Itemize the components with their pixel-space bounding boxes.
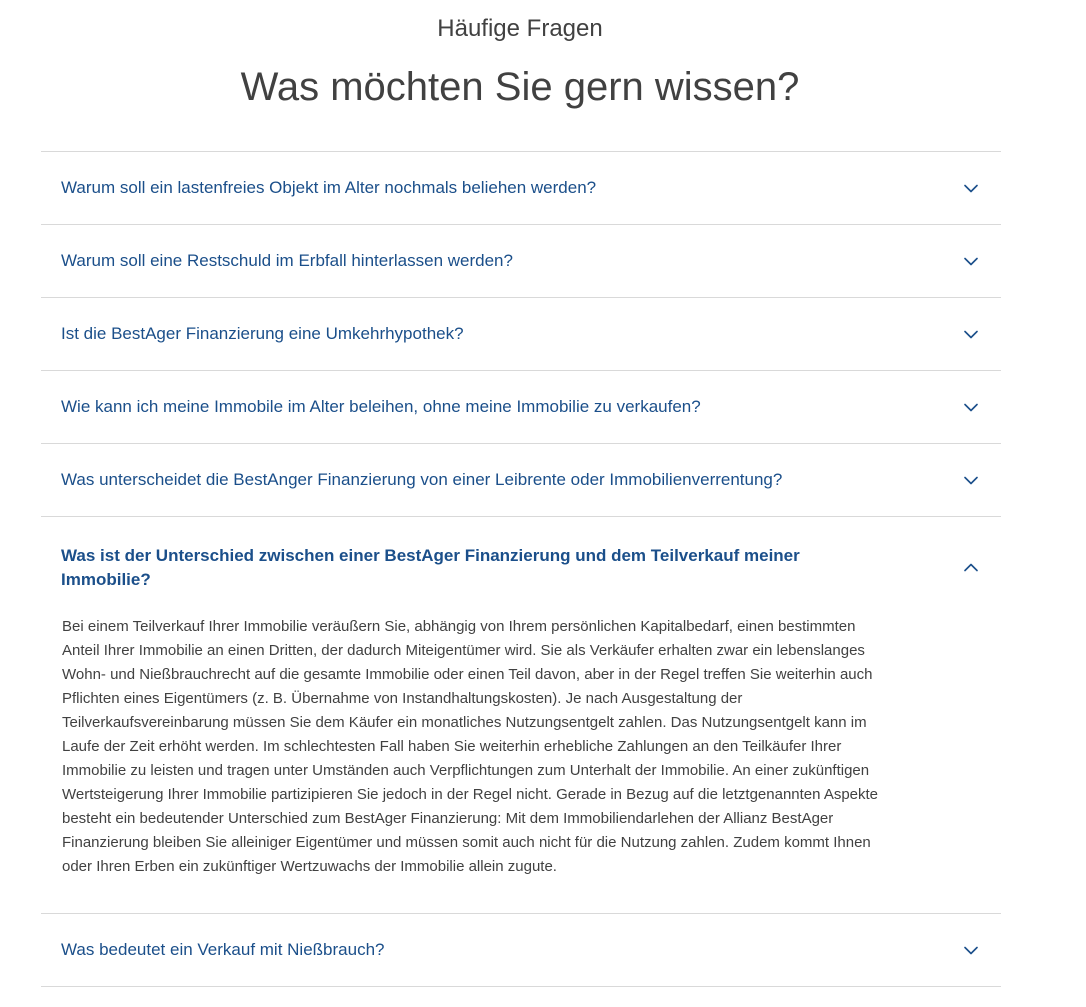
faq-toggle[interactable] xyxy=(41,517,1001,617)
faq-answer: Bei einem Teilverkauf Ihrer Immobilie veräußern Sie, abhängig von Ihrem persönlichen Kapitalbedarf, einen bestimmten Anteil Ihrer Immobilie an einen Dritten, der dadurch Miteigentümer wird. Sie als Verkäufer erhalten zwar ein lebenslanges Wohn- und Nießbrauchrecht auf die gesamte Immobilie oder einen Teil davon, aber in der Regel treffen Sie weiterhin auch Pflichten eines Eigentümers (z. B. Übernahme von Instandhaltungskosten). Je nach Ausgestaltung der Teilverkaufsvereinbarung müssen Sie dem Käufer ein monatliches Nutzungsentgelt zahlen. Das Nutzungsentgelt kann im Laufe der Zeit erhöht werden. Im schlechtesten Fall haben Sie weiterhin erhebliche Zahlungen an den Teilkäufer Ihrer Immobilie zu leisten und tragen unter Umständen auch Verpflichtungen zum Unterhalt der Immobilie. An einer zukünftigen Wertsteigerung Ihrer Immobilie partizipieren Sie jedoch in der Regel nicht. Gerade in Bezug auf die letztgenannten Aspekte besteht ein bedeutender Unterschied zum BestAger Finanzierung: Mit dem Immobiliendarlehen der Allianz BestAger Finanzierung bleiben Sie alleiniger Eigentümer und müssen somit auch nicht für die Nutzung zahlen. Zudem kommt Ihnen oder Ihren Erben ein zukünftiger Wertzuwachs der Immobilie allein zugute. xyxy=(62,618,879,875)
faq-toggle[interactable] xyxy=(41,298,1001,370)
faq-toggle[interactable] xyxy=(41,914,1001,986)
faq-item xyxy=(41,914,1001,987)
faq-question: Warum soll ein lastenfreies Objekt im Alter nochmals beliehen werden? xyxy=(61,178,597,197)
faq-toggle[interactable] xyxy=(41,371,1001,443)
chevron-down-icon[interactable] xyxy=(963,472,979,488)
faq-accordion xyxy=(41,151,1001,987)
faq-question: Was unterscheidet die BestAnger Finanzierung von einer Leibrente oder Immobilienverrentung? xyxy=(61,470,783,489)
faq-question: Was ist der Unterschied zwischen einer BestAger Finanzierung und dem Teilverkauf meiner Immobilie? xyxy=(61,546,800,589)
chevron-down-icon[interactable] xyxy=(963,253,979,269)
faq-item xyxy=(41,152,1001,225)
faq-item xyxy=(41,371,1001,444)
chevron-down-icon[interactable] xyxy=(963,326,979,342)
faq-question: Was bedeutet ein Verkauf mit Nießbrauch? xyxy=(61,940,385,959)
faq-item xyxy=(41,444,1001,517)
faq-item xyxy=(41,298,1001,371)
faq-question: Warum soll eine Restschuld im Erbfall hinterlassen werden? xyxy=(61,251,513,270)
section-eyebrow: Häufige Fragen xyxy=(437,15,603,42)
chevron-down-icon[interactable] xyxy=(963,399,979,415)
chevron-down-icon[interactable] xyxy=(963,942,979,958)
section-headline: Was möchten Sie gern wissen? xyxy=(240,65,800,109)
chevron-up-icon[interactable] xyxy=(963,559,979,575)
faq-toggle[interactable] xyxy=(41,444,1001,516)
faq-question: Wie kann ich meine Immobile im Alter beleihen, ohne meine Immobilie zu verkaufen? xyxy=(61,397,701,416)
faq-toggle[interactable] xyxy=(41,225,1001,297)
faq-toggle[interactable] xyxy=(41,152,1001,224)
chevron-down-icon[interactable] xyxy=(963,180,979,196)
faq-question: Ist die BestAger Finanzierung eine Umkehrhypothek? xyxy=(61,324,464,343)
faq-item-expanded xyxy=(41,517,1001,914)
faq-item xyxy=(41,225,1001,298)
